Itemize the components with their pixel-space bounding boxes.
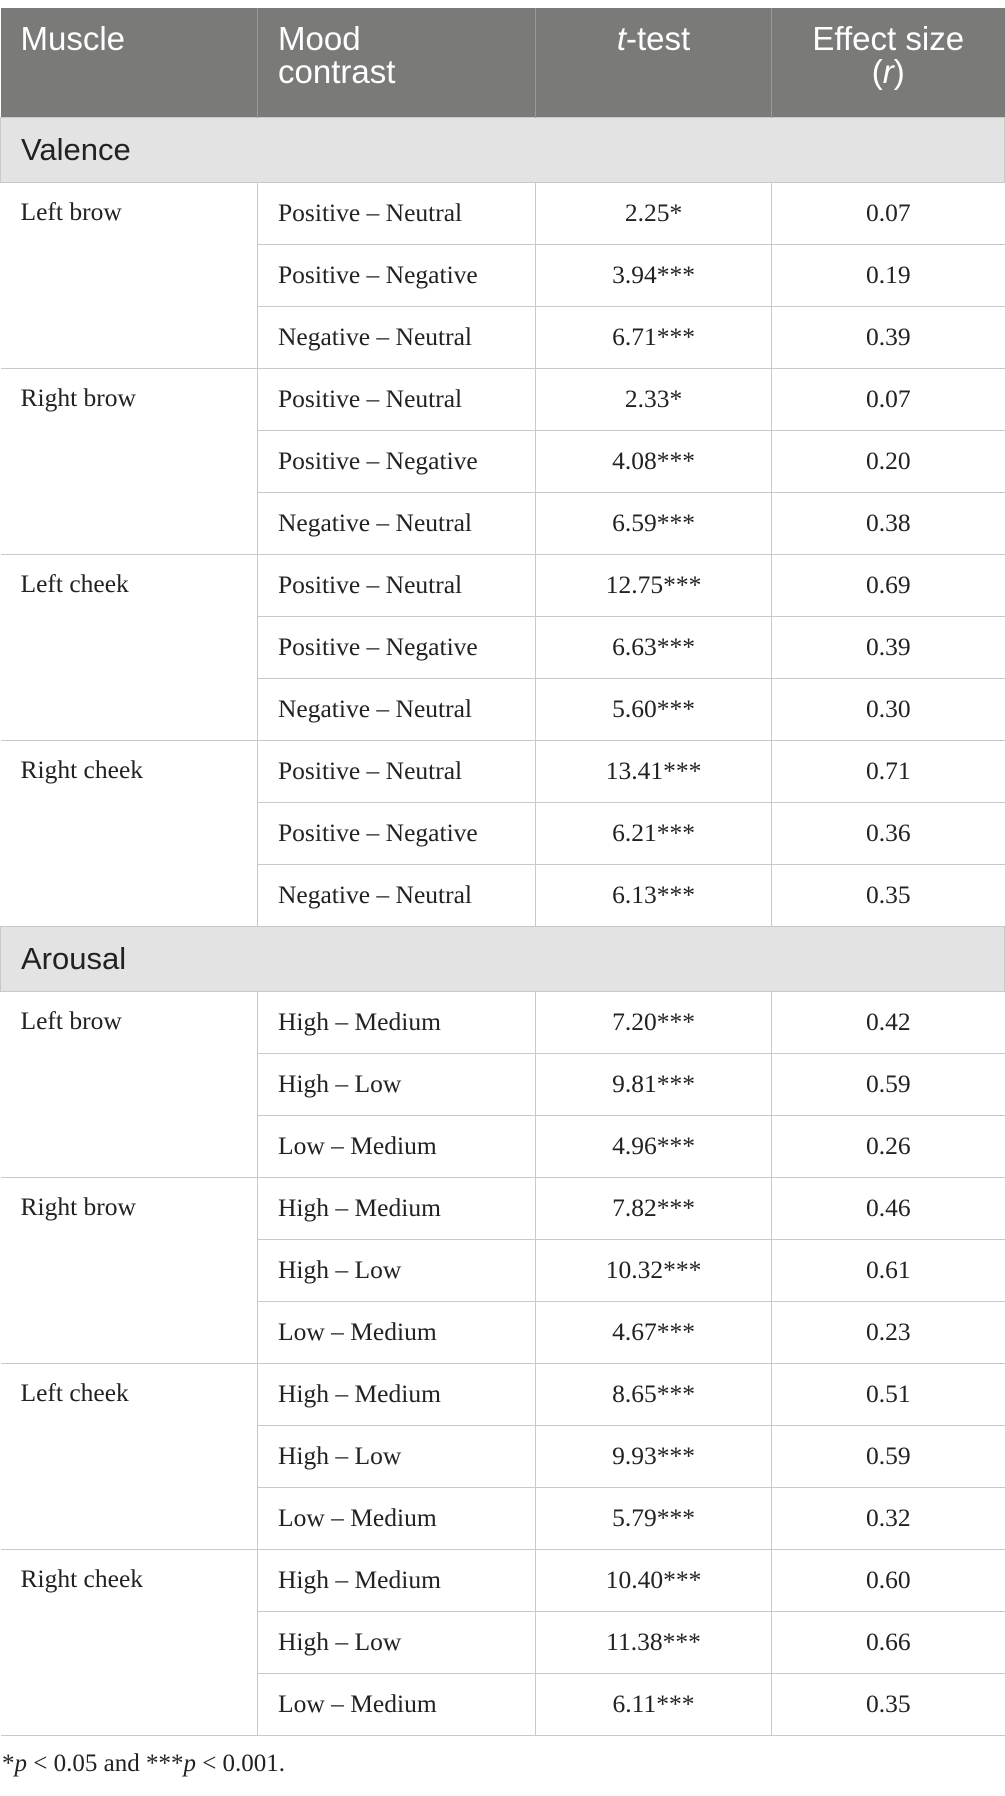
contrast-cell: Negative – Neutral: [258, 492, 536, 554]
header-muscle: [1, 8, 258, 117]
t-test-cell: 6.11***: [536, 1673, 772, 1735]
t-test-cell: 2.33*: [536, 368, 772, 430]
contrast-cell: Low – Medium: [258, 1115, 536, 1177]
header-t-rest: -test: [625, 20, 691, 57]
effect-size-cell: 0.51: [772, 1363, 1005, 1425]
header-mood-line2: contrast: [278, 53, 396, 90]
t-test-cell: 4.08***: [536, 430, 772, 492]
effect-size-cell: 0.69: [772, 554, 1005, 616]
contrast-cell: Negative – Neutral: [258, 678, 536, 740]
effect-size-cell: 0.26: [772, 1115, 1005, 1177]
table-row: [1, 991, 1005, 1053]
t-test-cell: 2.25*: [536, 182, 772, 244]
t-test-cell: 6.71***: [536, 306, 772, 368]
table-footnote: [2, 1750, 285, 1778]
contrast-cell: High – Medium: [258, 1363, 536, 1425]
table-row: [1, 1177, 1005, 1239]
header-effect-close: ): [893, 53, 905, 90]
contrast-cell: High – Medium: [258, 1549, 536, 1611]
header-mood-contrast: [258, 8, 536, 117]
effect-size-cell: 0.23: [772, 1301, 1005, 1363]
contrast-cell: Low – Medium: [258, 1673, 536, 1735]
effect-size-cell: 0.59: [772, 1425, 1005, 1487]
footnote-p1: p: [14, 1750, 27, 1777]
t-test-cell: 6.13***: [536, 864, 772, 926]
contrast-cell: High – Medium: [258, 1177, 536, 1239]
header-muscle-label: Muscle: [20, 20, 126, 57]
effect-size-cell: 0.39: [772, 616, 1005, 678]
table-header: [1, 8, 1005, 117]
t-test-cell: 12.75***: [536, 554, 772, 616]
effect-size-cell: 0.19: [772, 244, 1005, 306]
contrast-cell: Positive – Neutral: [258, 554, 536, 616]
contrast-cell: Negative – Neutral: [258, 306, 536, 368]
t-test-cell: 4.67***: [536, 1301, 772, 1363]
t-test-cell: 3.94***: [536, 244, 772, 306]
effect-size-cell: 0.30: [772, 678, 1005, 740]
t-test-cell: 9.81***: [536, 1053, 772, 1115]
section-title: Arousal: [1, 926, 1005, 991]
header-effect-r: r: [882, 53, 894, 90]
t-test-cell: 7.20***: [536, 991, 772, 1053]
t-test-cell: 4.96***: [536, 1115, 772, 1177]
t-test-cell: 5.79***: [536, 1487, 772, 1549]
table-row: [1, 368, 1005, 430]
table-row: [1, 554, 1005, 616]
table-body: [1, 117, 1005, 1735]
table-row: [1, 182, 1005, 244]
t-test-cell: 6.59***: [536, 492, 772, 554]
section-row: [1, 117, 1005, 182]
contrast-cell: Positive – Neutral: [258, 740, 536, 802]
footnote-part2: < 0.001.: [195, 1750, 286, 1777]
effect-size-cell: 0.38: [772, 492, 1005, 554]
effect-size-cell: 0.35: [772, 1673, 1005, 1735]
muscle-cell: Left brow: [1, 991, 258, 1177]
table-row: [1, 1549, 1005, 1611]
footnote-star1: *: [2, 1750, 15, 1777]
effect-size-cell: 0.61: [772, 1239, 1005, 1301]
t-test-cell: 6.63***: [536, 616, 772, 678]
t-test-cell: 11.38***: [536, 1611, 772, 1673]
header-effect-line1: Effect size: [812, 20, 965, 57]
effect-size-cell: 0.71: [772, 740, 1005, 802]
muscle-cell: Left brow: [1, 182, 258, 368]
contrast-cell: Positive – Negative: [258, 616, 536, 678]
effect-size-cell: 0.66: [772, 1611, 1005, 1673]
contrast-cell: Negative – Neutral: [258, 864, 536, 926]
contrast-cell: High – Low: [258, 1053, 536, 1115]
t-test-cell: 7.82***: [536, 1177, 772, 1239]
section-row: [1, 926, 1005, 991]
effect-size-cell: 0.36: [772, 802, 1005, 864]
contrast-cell: High – Low: [258, 1425, 536, 1487]
contrast-cell: Positive – Negative: [258, 802, 536, 864]
table-row: [1, 740, 1005, 802]
contrast-cell: High – Low: [258, 1239, 536, 1301]
muscle-cell: Left cheek: [1, 1363, 258, 1549]
t-test-cell: 10.32***: [536, 1239, 772, 1301]
muscle-cell: Right cheek: [1, 1549, 258, 1735]
contrast-cell: Low – Medium: [258, 1487, 536, 1549]
t-test-cell: 5.60***: [536, 678, 772, 740]
effect-size-cell: 0.39: [772, 306, 1005, 368]
t-test-cell: 13.41***: [536, 740, 772, 802]
footnote-p2: p: [183, 1750, 196, 1777]
header-effect-open: (: [871, 53, 883, 90]
effect-size-cell: 0.07: [772, 182, 1005, 244]
footnote-part1: < 0.05 and: [27, 1750, 146, 1777]
t-test-cell: 8.65***: [536, 1363, 772, 1425]
effect-size-cell: 0.32: [772, 1487, 1005, 1549]
footnote-star3: ***: [145, 1750, 184, 1777]
contrast-cell: High – Medium: [258, 991, 536, 1053]
contrast-cell: Positive – Negative: [258, 244, 536, 306]
t-test-cell: 10.40***: [536, 1549, 772, 1611]
contrast-cell: Positive – Neutral: [258, 368, 536, 430]
header-t-italic: t: [616, 20, 626, 57]
t-test-cell: 6.21***: [536, 802, 772, 864]
header-t-test: [536, 8, 772, 117]
effect-size-cell: 0.60: [772, 1549, 1005, 1611]
contrast-cell: Positive – Negative: [258, 430, 536, 492]
effect-size-cell: 0.20: [772, 430, 1005, 492]
muscle-cell: Right brow: [1, 368, 258, 554]
section-title: Valence: [1, 117, 1005, 182]
contrast-cell: Low – Medium: [258, 1301, 536, 1363]
header-mood-line1: Mood: [278, 20, 361, 57]
effect-size-cell: 0.42: [772, 991, 1005, 1053]
table-row: [1, 1363, 1005, 1425]
muscle-cell: Right cheek: [1, 740, 258, 926]
muscle-cell: Left cheek: [1, 554, 258, 740]
effect-size-cell: 0.46: [772, 1177, 1005, 1239]
header-effect-size: [772, 8, 1005, 117]
results-table: [0, 8, 1005, 1736]
effect-size-cell: 0.07: [772, 368, 1005, 430]
effect-size-cell: 0.59: [772, 1053, 1005, 1115]
effect-size-cell: 0.35: [772, 864, 1005, 926]
muscle-cell: Right brow: [1, 1177, 258, 1363]
contrast-cell: High – Low: [258, 1611, 536, 1673]
contrast-cell: Positive – Neutral: [258, 182, 536, 244]
t-test-cell: 9.93***: [536, 1425, 772, 1487]
